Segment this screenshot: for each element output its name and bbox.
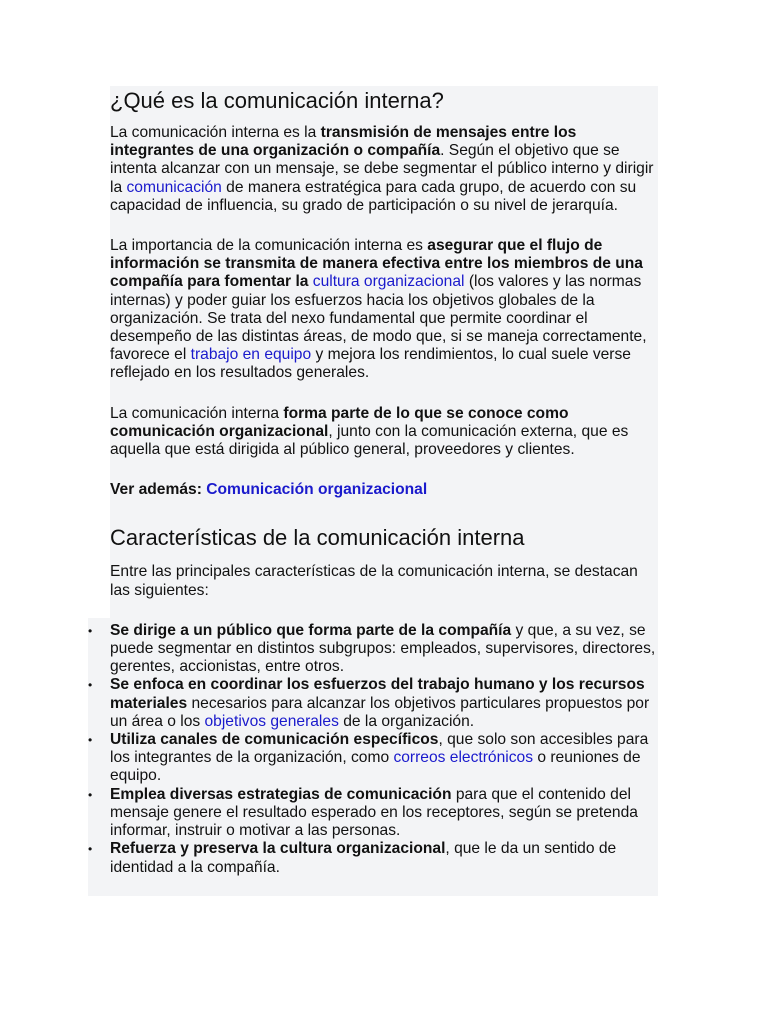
list-item: • Se enfoca en coordinar los esfuerzos del trabajo humano y los recursos materiales necesarios para alcanzar los objetivos particulares propuestos por un área o los objetivos generales de la organización.	[88, 676, 650, 730]
bullet-icon: •	[88, 842, 93, 857]
characteristics-list	[88, 621, 660, 877]
bullet-icon: •	[88, 733, 93, 748]
bullet-icon: •	[88, 787, 93, 802]
list-item: • Se dirige a un público que forma parte de la compañía y que, a su vez, se puede segmentar en distintos subgrupos: empleados, supervisores, directores, gerentes, accionistas, entre otros.	[88, 621, 656, 676]
section-title-characteristics: Características de la comunicación interna	[110, 525, 525, 551]
link-correos-electronicos[interactable]: correos electrónicos	[393, 749, 533, 767]
paragraph-organizational: La comunicación interna forma parte de lo que se conoce como comunicación organizacional, junto con la comunicación externa, que es aquella que está dirigida al público general, proveedores y clientes.	[110, 404, 629, 459]
paragraph-importance: La importancia de la comunicación interna es asegurar que el flujo de información se transmita de manera efectiva entre los miembros de una compañía para fomentar la cultura organizacional (los valores y las normas internas) y poder guiar los esfuerzos hacia los objetivos globales de la organización. Se trata del nexo fundamental que permite coordinar el desempeño de las distintas áreas, de modo que, si se maneja correctamente, favorece el trabajo en equipo y mejora los rendimientos, lo cual suele verse reflejado en los resultados generales.	[110, 237, 647, 382]
paragraph-definition: La comunicación interna es la transmisión de mensajes entre los integrantes de una organización o compañía. Según el objetivo que se intenta alcanzar con un mensaje, se debe segmentar el público interno y dirigir la comunicación de manera estratégica para cada grupo, de acuerdo con su capacidad de influencia, su grado de participación o su nivel de jerarquía.	[110, 124, 654, 214]
see-also: Ver además: Comunicación organizacional	[110, 481, 428, 499]
paragraph-characteristics-intro: Entre las principales características de la comunicación interna, se destacan las siguientes:	[110, 563, 638, 599]
section-title-internal-communication: ¿Qué es la comunicación interna?	[110, 88, 444, 113]
link-objetivos-generales[interactable]: objetivos generales	[204, 712, 339, 730]
link-comunicacion[interactable]: comunicación	[126, 178, 222, 196]
link-cultura-organizacional[interactable]: cultura organizacional	[312, 273, 465, 291]
list-item: • Refuerza y preserva la cultura organizacional, que le da un sentido de identidad a la compañía.	[88, 840, 617, 876]
bullet-icon: •	[88, 623, 93, 638]
list-item: • Utiliza canales de comunicación específicos, que solo son accesibles para los integrantes de la organización, como correos electrónicos o reuniones de equipo.	[88, 731, 649, 785]
link-trabajo-en-equipo[interactable]: trabajo en equipo	[190, 346, 312, 364]
link-comunicacion-organizacional[interactable]: Comunicación organizacional	[206, 481, 428, 499]
article-content	[88, 86, 660, 877]
bullet-icon: •	[88, 678, 93, 693]
list-item: • Emplea diversas estrategias de comunicación para que el contenido del mensaje genere el resultado esperado en los receptores, según se pretenda informar, instruir o motivar a las personas.	[88, 785, 638, 840]
